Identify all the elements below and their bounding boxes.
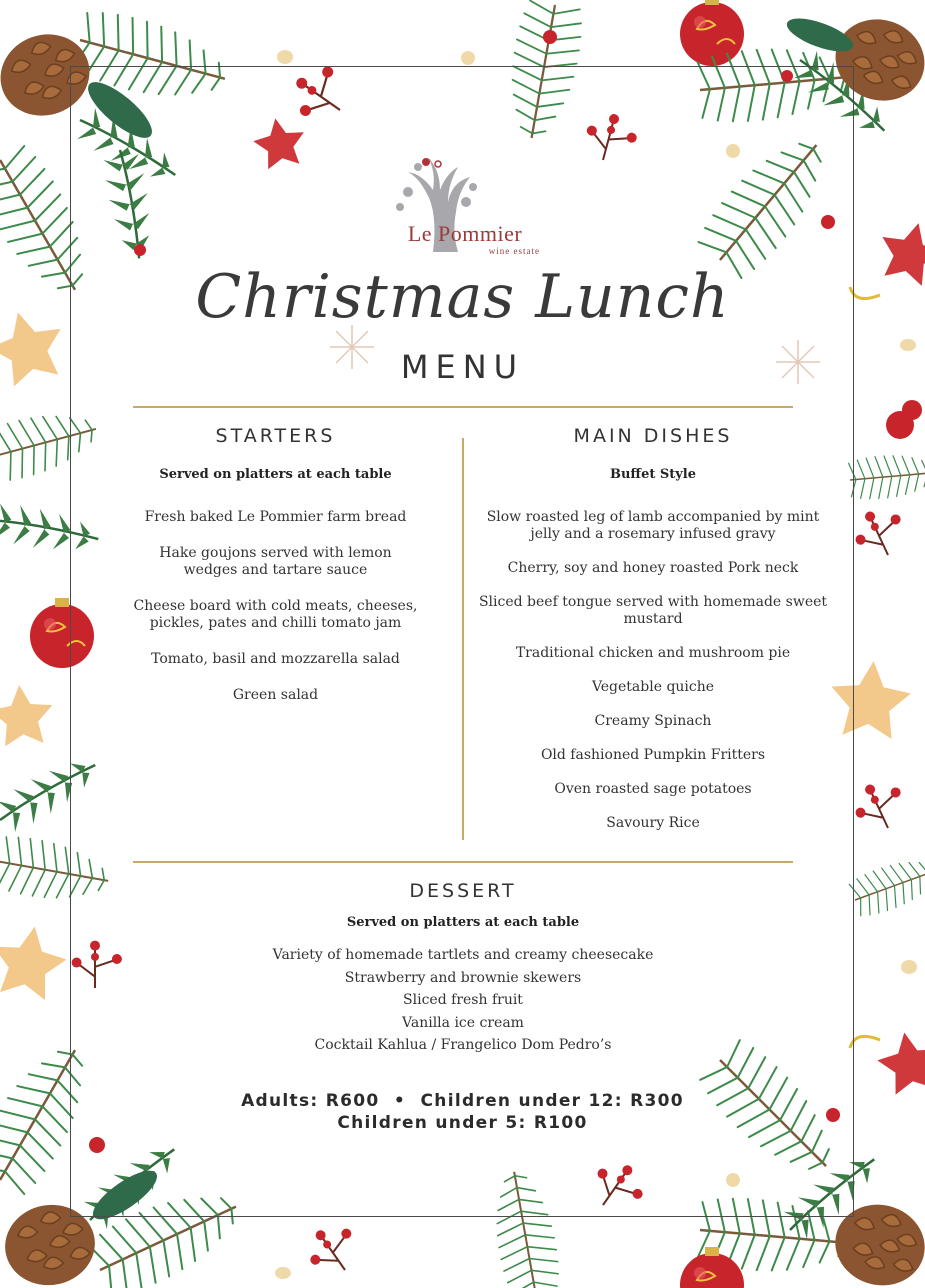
starters-heading: STARTERS [215,425,336,447]
dessert-section [133,880,793,1057]
dessert-heading: DESSERT [409,880,517,902]
mains-heading: MAIN DISHES [573,425,733,447]
brand-tagline: wine estate [488,246,540,256]
menu-item: Savoury Rice [606,815,700,831]
menu-item: Old fashioned Pumpkin Fritters [540,747,766,763]
divider-top [133,406,793,408]
pricing [0,1090,925,1134]
column-divider [462,438,464,840]
menu-item: Variety of homemade tartlets and creamy cheesecake [272,947,654,963]
menu-item: Traditional chicken and mushroom pie [515,645,791,661]
menu-item: Oven roasted sage potatoes [554,781,752,797]
price-line-2: Children under 5: R100 [337,1113,588,1133]
brand-name: Le Pommier [407,221,523,246]
menu-item: Green salad [232,687,319,703]
menu-item: Hake goujons served with lemon wedges and tartare sauce [159,545,392,578]
starters-note: Served on platters at each table [159,467,392,482]
menu-item: Cheese board with cold meats, cheeses, pickles, pates and chilli tomato jam [133,598,418,631]
mains-section [478,425,828,849]
menu-item: Slow roasted leg of lamb accompanied by mint jelly and a rosemary infused gravy [486,509,820,542]
menu-item: Cherry, soy and honey roasted Pork neck [507,560,799,576]
menu-subtitle: MENU [400,348,525,386]
page-title: Christmas Lunch [195,262,730,332]
divider-bottom [133,861,793,863]
menu-item: Creamy Spinach [594,713,712,729]
mains-note: Buffet Style [609,467,697,482]
menu-item: Vegetable quiche [591,679,715,695]
starters-section [133,425,418,723]
price-line-1: Adults: R600 • Children under 12: R300 [241,1091,684,1111]
menu-item: Strawberry and brownie skewers [344,969,582,986]
menu-item: Tomato, basil and mozzarella salad [151,651,400,667]
menu-item: Sliced fresh fruit [403,992,523,1009]
menu-item: Sliced beef tongue served with homemade sweet mustard [478,594,828,627]
menu-item: Cocktail Kahlua / Frangelico Dom Pedro’s [314,1037,612,1054]
dessert-note: Served on platters at each table [346,915,580,930]
menu-item: Vanilla ice cream [402,1014,524,1031]
menu-item: Fresh baked Le Pommier farm bread [144,509,407,525]
